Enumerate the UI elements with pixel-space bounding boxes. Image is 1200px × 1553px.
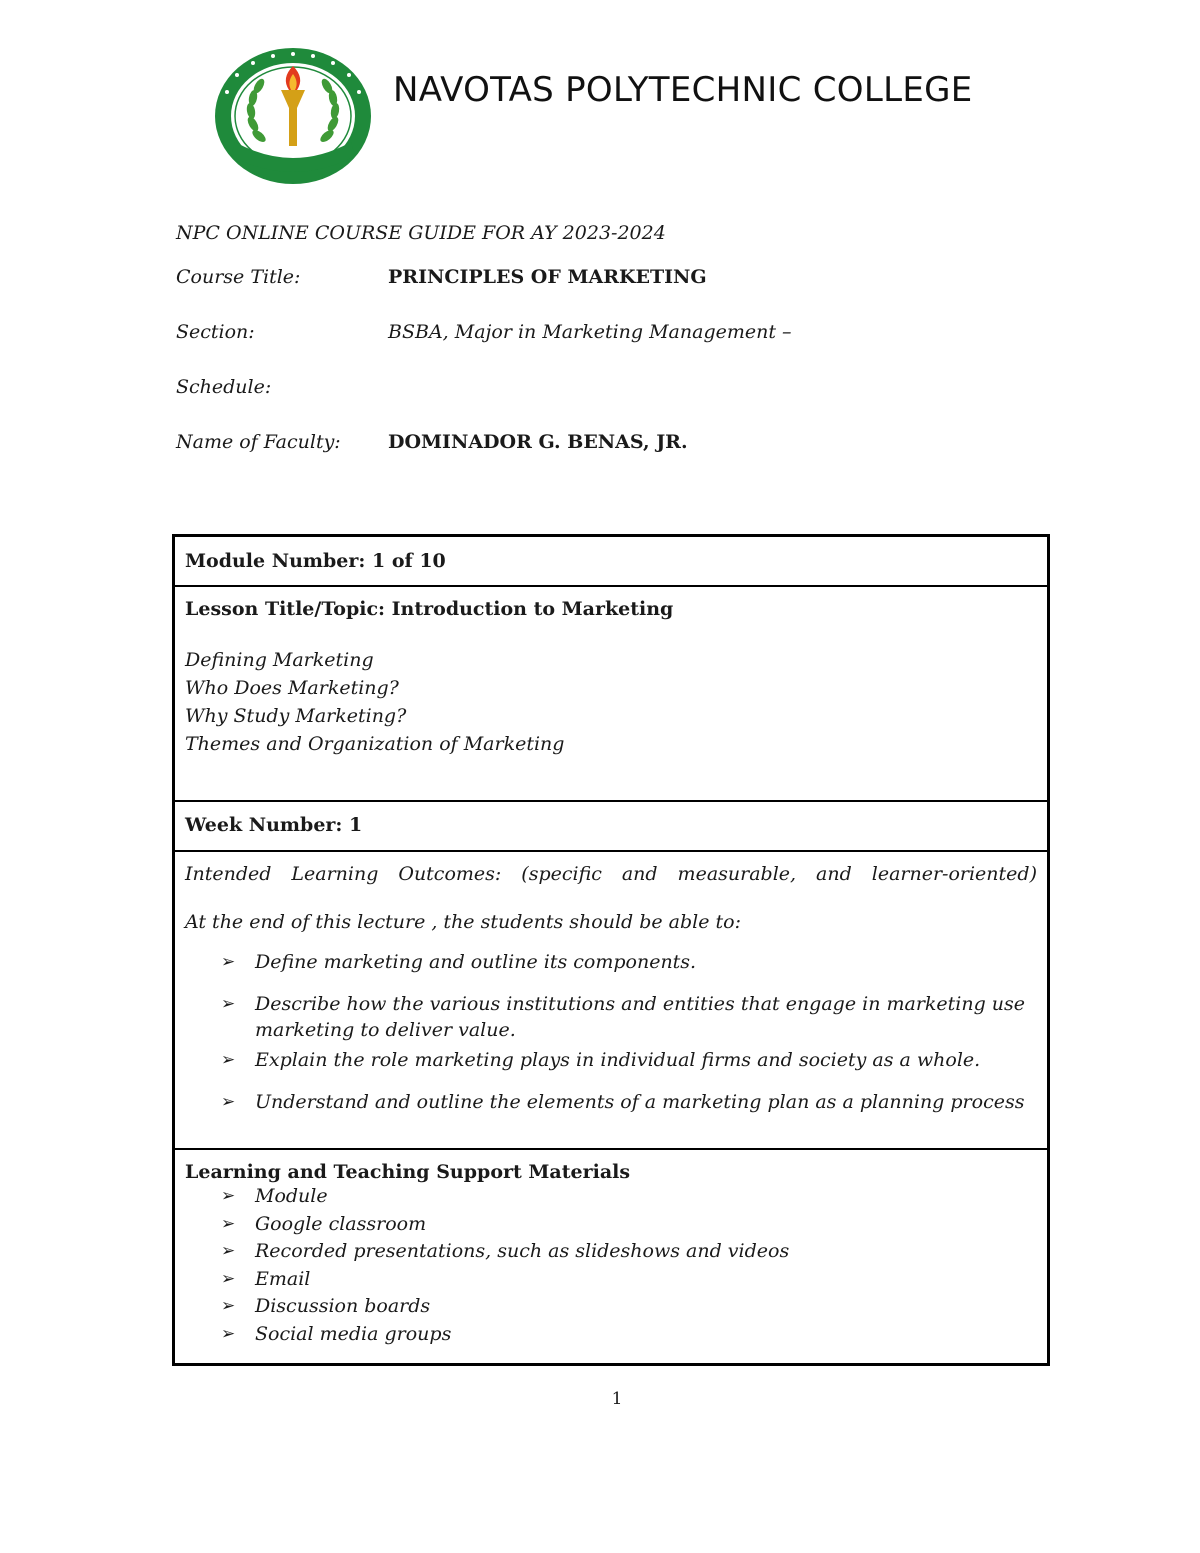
lesson-topic: Why Study Marketing? <box>185 705 407 727</box>
list-item: ➢ Discussion boards <box>185 1293 1037 1321</box>
course-title-label: Course Title: <box>176 266 301 288</box>
arrow-bullet-icon: ➢ <box>221 1268 236 1289</box>
lesson-topic: Who Does Marketing? <box>185 677 399 699</box>
materials-heading: Learning and Teaching Support Materials <box>185 1161 631 1183</box>
schedule-label: Schedule: <box>176 376 272 398</box>
arrow-bullet-icon: ➢ <box>221 1050 236 1070</box>
arrow-bullet-icon: ➢ <box>221 1296 236 1316</box>
lesson-topic: Themes and Organization of Marketing <box>185 733 565 755</box>
lesson-cell <box>175 587 1047 802</box>
section-value: BSBA, Major in Marketing Management – <box>388 321 792 343</box>
section-label: Section: <box>176 321 255 343</box>
lesson-topics <box>185 646 1037 758</box>
learning-outcomes-cell <box>175 852 1047 1150</box>
ilo-heading: Intended Learning Outcomes: (specific and measurable, and learner-oriented) <box>185 863 1037 885</box>
faculty-label: Name of Faculty: <box>176 431 341 453</box>
faculty-value: DOMINADOR G. BENAS, JR. <box>388 431 688 453</box>
module-number-cell <box>175 537 1047 587</box>
week-number-cell <box>175 802 1047 852</box>
module-number: Module Number: 1 of 10 <box>185 550 446 572</box>
college-logo <box>213 46 373 186</box>
arrow-bullet-icon: ➢ <box>221 1092 236 1112</box>
list-item: ➢ Describe how the various institutions and entities that engage in marketing use marketing to deliver value. <box>221 993 1026 1041</box>
list-item: ➢ Recorded presentations, such as slideshows and videos <box>185 1238 1037 1266</box>
page-number: 1 <box>611 1389 623 1409</box>
list-item: ➢ Define marketing and outline its components. <box>221 951 697 973</box>
outcomes-list <box>185 949 1037 1115</box>
ilo-intro: At the end of this lecture , the students should be able to: <box>185 911 741 933</box>
list-item: ➢ Social media groups <box>185 1321 1037 1349</box>
module-table <box>172 534 1050 1366</box>
course-guide-title: NPC ONLINE COURSE GUIDE FOR AY 2023-2024 <box>176 222 666 244</box>
course-title-value: PRINCIPLES OF MARKETING <box>388 266 707 288</box>
arrow-bullet-icon: ➢ <box>221 1186 236 1206</box>
support-materials-cell <box>175 1150 1047 1363</box>
arrow-bullet-icon: ➢ <box>221 1323 236 1344</box>
arrow-bullet-icon: ➢ <box>221 1241 236 1261</box>
materials-list <box>185 1183 1037 1348</box>
college-name: NAVOTAS POLYTECHNIC COLLEGE <box>393 70 973 110</box>
lesson-topic: Defining Marketing <box>185 649 374 671</box>
arrow-bullet-icon: ➢ <box>221 994 236 1014</box>
list-item: ➢ Module <box>185 1183 1037 1211</box>
college-seal-icon <box>213 46 373 186</box>
arrow-bullet-icon: ➢ <box>221 1213 236 1234</box>
arrow-bullet-icon: ➢ <box>221 952 236 972</box>
lesson-title: Lesson Title/Topic: Introduction to Marketing <box>185 598 674 620</box>
list-item: ➢ Understand and outline the elements of a marketing plan as a planning process <box>221 1091 1025 1113</box>
list-item: ➢ Explain the role marketing plays in individual firms and society as a whole. <box>221 1049 981 1071</box>
list-item: ➢ Google classroom <box>185 1211 1037 1239</box>
list-item: ➢ Email <box>185 1266 1037 1294</box>
week-number: Week Number: 1 <box>185 814 363 836</box>
